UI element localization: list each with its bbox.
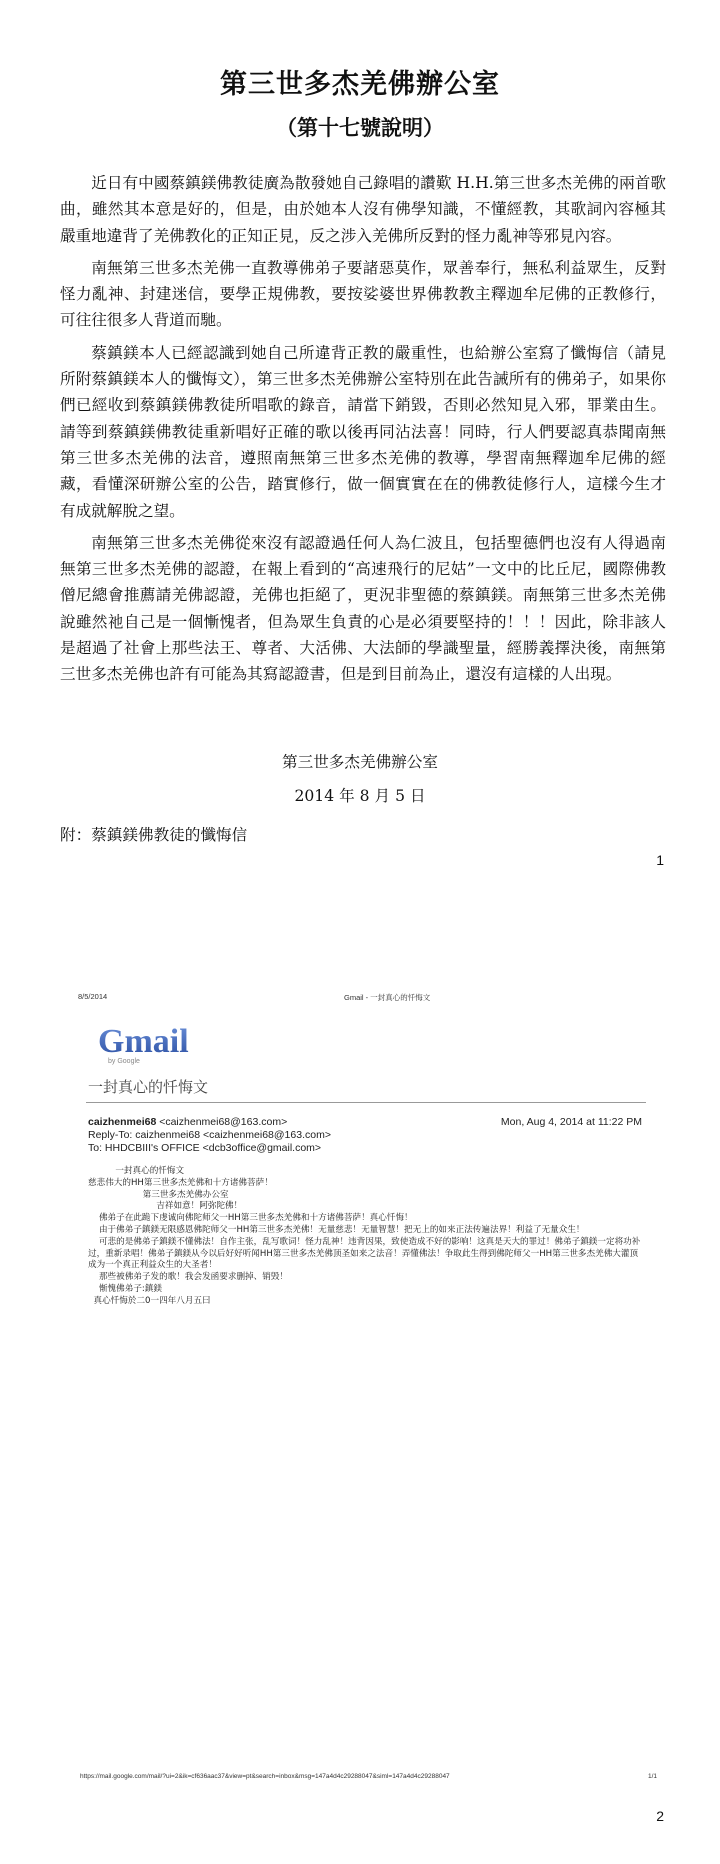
paragraph: 南無第三世多杰羌佛一直教導佛弟子要諸惡莫作，眾善奉行，無私利益眾生，反對怪力亂神、封建迷信，要學正規佛教，要按娑婆世界佛教教主釋迦牟尼佛的正教修行，可往往很多人背道而馳。 bbox=[60, 258, 666, 330]
letter-line: 真心忏悔於二0一四年八月五曰 bbox=[88, 1295, 211, 1306]
sent-date: Mon, Aug 4, 2014 at 11:22 PM bbox=[500, 1116, 642, 1128]
letter-line: 由于佛弟子鎮鎂无限感恩佛陀师父一HH第三世多杰羌佛！无量慈悲！无量智慧！把无上的如来正法传遍法界！利益了无量众生！ bbox=[88, 1224, 585, 1235]
divider bbox=[86, 1102, 646, 1103]
letter-line: 佛弟子在此跪下虔诚向佛陀师父一HH第三世多杰羌佛和十方诸佛菩萨！真心忏悔！ bbox=[88, 1213, 413, 1224]
mail-header bbox=[88, 1116, 331, 1155]
letter-line: 可悲的是佛弟子鎮鎂不懂佛法！自作主张，乱写歌词！怪力乱神！违背因果，致使造成不好的影响！这真是天大的罪过！佛弟子鎮鎂一定将功补过，重新录唱！佛弟子鎮鎂从今以后好好听闻HH第三世多杰羌佛顶圣如来之法音！弄懂佛法！争取此生得到佛陀师父一HH第三世多杰羌佛大灌顶成为一个真正利益众生的大圣者！ bbox=[88, 1236, 641, 1271]
paragraph: 蔡鎮鎂本人已經認識到她自己所違背正教的嚴重性，也給辦公室寫了懺悔信（請見所附蔡鎮鎂本人的懺悔文），第三世多杰羌佛辦公室特別在此告誡所有的佛弟子，如果你們已經收到蔡鎮鎂佛教徒所唱歌的錄音，請當下銷毀，否則必然知見入邪，罪業由生。請等到蔡鎮鎂佛教徒重新唱好正確的歌以後再同沾法喜！同時，行人們要認真恭聞南無第三世多杰羌佛的法音，遵照南無第三世多杰羌佛的教導，學習南無釋迦牟尼佛的經藏，看懂深研辦公室的公告，踏實修行，做一個實實在在的佛教徒修行人，這樣今生才有成就解脫之望。 bbox=[60, 343, 666, 520]
from-line bbox=[88, 1116, 331, 1129]
print-date: 8/5/2014 bbox=[78, 992, 108, 1001]
letter-line: 惭愧佛弟子:鎮鎂 bbox=[88, 1283, 162, 1294]
letter-line: 吉祥如意！阿弥陀佛！ bbox=[88, 1201, 243, 1212]
paragraph: 南無第三世多杰羌佛從來沒有認證過任何人為仁波且，包括聖德們也沒有人得過南無第三世多杰羌佛的認證，在報上看到的“高速飛行的尼姑”一文中的比丘尼，國際佛教僧尼總會推薦請羌佛認證，羌佛也拒絕了，更況非聖德的蔡鎮鎂。南無第三世多杰羌佛說雖然祂自己是一個慚愧者，但為眾生負責的心是必須要堅持的！！！因此，除非該人是超過了社會上那些法王、尊者、大活佛、大法師的學識聖量，經勝義擇決後，南無第三世多杰羌佛也許有可能為其寫認證書，但是到目前為止，還沒有這樣的人出現。 bbox=[60, 533, 666, 684]
signature-date: 2014 年 8 月 5 日 bbox=[294, 787, 426, 805]
print-title: Gmail - 一封真心的忏悔文 bbox=[344, 993, 431, 1002]
letter-line: 一封真心的忏悔文 bbox=[88, 1166, 185, 1176]
signature: 第三世多杰羌佛辦公室 bbox=[282, 753, 438, 771]
letter-line: 第三世多杰羌佛办公室 bbox=[88, 1189, 229, 1200]
page-number: 2 bbox=[656, 1808, 664, 1824]
reply-to-line: Reply-To: caizhenmei68 <caizhenmei68@163.com> bbox=[88, 1129, 331, 1141]
gmail-logo-byline: by Google bbox=[108, 1058, 140, 1065]
gmail-logo-wordmark: Gmail bbox=[98, 1023, 189, 1060]
sender-email: <caizhenmei68@163.com> bbox=[156, 1116, 288, 1128]
sender-name: caizhenmei68 bbox=[88, 1116, 157, 1128]
document-subtitle: （第十七號說明） bbox=[276, 115, 444, 140]
letter-body bbox=[88, 1166, 644, 1308]
footer-url: https://mail.google.com/mail/?ui=2&ik=cf636aac37&view=pt&search=inbox&msg=147a4d4c29288047&siml=147a4d4c29288047 bbox=[80, 1773, 450, 1780]
gmail-logo bbox=[94, 1018, 204, 1068]
mail-subject: 一封真心的忏悔文 bbox=[88, 1078, 209, 1096]
letter-line: 慈悲伟大的HH第三世多杰羌佛和十方诸佛菩萨！ bbox=[88, 1177, 273, 1188]
to-line: To: HHDCBIII's OFFICE <dcb3office@gmail.com> bbox=[88, 1142, 322, 1154]
notice-page bbox=[0, 0, 720, 900]
document-title: 第三世多杰羌佛辦公室 bbox=[220, 69, 500, 100]
document-body bbox=[60, 170, 666, 694]
attachment-note: 附：蔡鎮鎂佛教徒的懺悔信 bbox=[60, 826, 248, 844]
paragraph: 近日有中國蔡鎮鎂佛教徒廣為散發她自己錄唱的讚歎 H.H.第三世多杰羌佛的兩首歌曲，雖然其本意是好的，但是，由於她本人沒有佛學知識，不懂經教，其歌詞內容極其嚴重地違背了羌佛教化的正知正見，反之涉入羌佛所反對的怪力亂神等邪見內容。 bbox=[60, 174, 666, 245]
letter-line: 那些被佛弟子发的歌！我会发函要求删掉、销毁！ bbox=[88, 1272, 289, 1283]
gmail-logo-icon bbox=[94, 1018, 204, 1068]
gmail-printout bbox=[0, 978, 720, 1788]
footer-page-count: 1/1 bbox=[648, 1773, 658, 1780]
page-number: 1 bbox=[656, 852, 664, 868]
